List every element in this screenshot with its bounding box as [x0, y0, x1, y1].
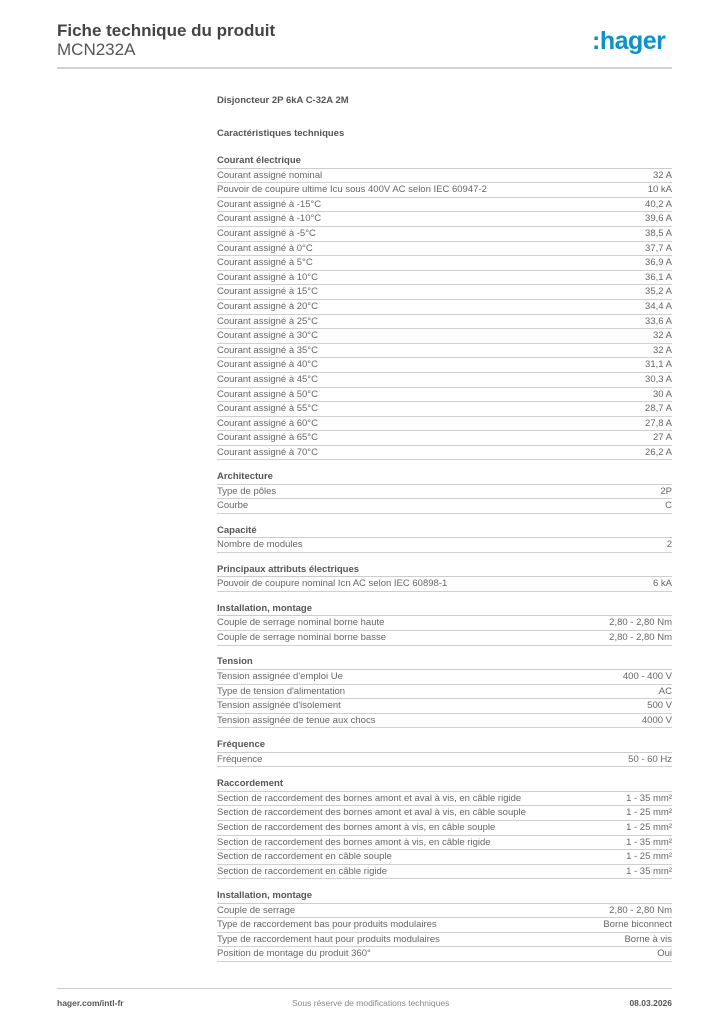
- spec-value: 2,80 - 2,80 Nm: [609, 904, 672, 916]
- spec-row: [217, 358, 672, 373]
- spec-row: [217, 685, 672, 700]
- spec-row: [217, 300, 672, 315]
- spec-label: Section de raccordement des bornes amont à vis, en câble souple: [217, 821, 496, 833]
- spec-label: Couple de serrage nominal borne haute: [217, 617, 385, 629]
- spec-value: Oui: [657, 948, 672, 960]
- spec-value: AC: [658, 685, 672, 697]
- spec-label: Courant assigné à 20°C: [217, 300, 318, 312]
- spec-row: [217, 616, 672, 631]
- spec-value: 35,2 A: [645, 286, 672, 298]
- spec-label: Section de raccordement des bornes amont et aval à vis, en câble souple: [217, 807, 526, 819]
- spec-value: 28,7 A: [645, 403, 672, 415]
- spec-row: [217, 792, 672, 807]
- spec-label: Courbe: [217, 500, 249, 512]
- spec-value: C: [665, 500, 672, 512]
- spec-label: Couple de serrage nominal borne basse: [217, 632, 386, 643]
- spec-section: [217, 655, 672, 728]
- spec-row: [217, 417, 672, 432]
- spec-row: [217, 315, 672, 330]
- spec-label: Courant assigné à -10°C: [217, 213, 322, 225]
- spec-label: Courant assigné à 15°C: [217, 286, 318, 298]
- spec-row: [217, 699, 672, 714]
- spec-section: [217, 777, 672, 879]
- spec-label: Courant assigné à 65°C: [217, 432, 318, 444]
- spec-value: Borne à vis: [624, 933, 672, 945]
- spec-value: 2,80 - 2,80 Nm: [609, 617, 672, 629]
- spec-value: Borne biconnect: [603, 919, 672, 931]
- spec-label: Section de raccordement des bornes amont à vis, en câble rigide: [217, 836, 491, 848]
- spec-section: [217, 524, 672, 553]
- section-heading: Raccordement: [217, 777, 672, 792]
- spec-value: 36,9 A: [645, 257, 672, 269]
- product-name: Disjoncteur 2P 6kA C-32A 2M: [217, 95, 349, 106]
- spec-row: [217, 865, 672, 880]
- spec-label: Couple de serrage: [217, 904, 296, 916]
- spec-value: 26,2 A: [645, 446, 672, 458]
- spec-section: [217, 470, 672, 514]
- spec-row: [217, 631, 672, 646]
- spec-value: 6 kA: [652, 578, 672, 590]
- spec-section: [217, 738, 672, 767]
- spec-row: [217, 446, 672, 461]
- section-heading: Architecture: [217, 470, 672, 485]
- spec-row: [217, 538, 672, 553]
- spec-section: [217, 154, 672, 460]
- spec-row: [217, 344, 672, 359]
- spec-label: Section de raccordement des bornes amont et aval à vis, en câble rigide: [217, 792, 522, 804]
- section-heading: Tension: [217, 655, 672, 670]
- product-reference: MCN232A: [57, 40, 136, 59]
- spec-label: Courant assigné à 5°C: [217, 257, 313, 269]
- section-heading: Fréquence: [217, 738, 672, 753]
- spec-row: [217, 850, 672, 865]
- spec-label: Courant assigné à 30°C: [217, 330, 318, 342]
- spec-row: [217, 670, 672, 685]
- spec-label: Type de raccordement bas pour produits modulaires: [217, 919, 437, 931]
- footer-date: 08.03.2026: [629, 998, 672, 1008]
- spec-value: 2P: [660, 485, 672, 497]
- spec-value: 34,4 A: [645, 300, 672, 312]
- spec-value: 27 A: [652, 432, 672, 444]
- spec-value: 400 - 400 V: [622, 670, 672, 682]
- spec-label: Courant assigné à 25°C: [217, 315, 318, 327]
- spec-value: 32 A: [652, 330, 672, 342]
- spec-row: [217, 183, 672, 198]
- spec-row: [217, 806, 672, 821]
- spec-value: 2: [666, 539, 672, 551]
- spec-section: [217, 563, 672, 592]
- spec-value: 30,3 A: [645, 373, 672, 385]
- spec-label: Courant assigné à 10°C: [217, 271, 318, 283]
- spec-row: [217, 256, 672, 271]
- spec-label: Pouvoir de coupure nominal Icn AC selon IEC 60898-1: [217, 578, 448, 590]
- spec-label: Type de pôles: [217, 485, 277, 497]
- spec-row: [217, 227, 672, 242]
- spec-label: Courant assigné à 35°C: [217, 344, 318, 356]
- footer-website[interactable]: hager.com/intl-fr: [57, 998, 124, 1008]
- spec-row: [217, 198, 672, 213]
- spec-label: Courant assigné à 50°C: [217, 388, 318, 400]
- spec-value: 1 - 25 mm²: [626, 807, 672, 819]
- spec-value: 32 A: [652, 344, 672, 356]
- spec-table: [217, 154, 672, 972]
- spec-value: 1 - 35 mm²: [626, 792, 672, 804]
- section-heading: Courant électrique: [217, 154, 672, 169]
- spec-label: Pouvoir de coupure ultime Icu sous 400V AC selon IEC 60947-2: [217, 184, 487, 196]
- spec-row: [217, 577, 672, 592]
- spec-label: Nombre de modules: [217, 539, 303, 551]
- spec-label: Courant assigné à 0°C: [217, 242, 313, 254]
- spec-value: 1 - 35 mm²: [626, 865, 672, 877]
- characteristics-title: Caractéristiques techniques: [217, 128, 345, 139]
- spec-row: [217, 212, 672, 227]
- document-title: Fiche technique du produit: [57, 21, 276, 40]
- spec-label: Courant assigné à -5°C: [217, 227, 316, 239]
- spec-label: Type de raccordement haut pour produits modulaires: [217, 933, 440, 945]
- spec-value: 32 A: [652, 169, 672, 181]
- spec-label: Courant assigné nominal: [217, 169, 323, 181]
- spec-value: 2,80 - 2,80 Nm: [609, 632, 672, 643]
- spec-row: [217, 485, 672, 500]
- spec-value: 36,1 A: [645, 271, 672, 283]
- spec-section: [217, 889, 672, 962]
- spec-row: [217, 714, 672, 729]
- spec-value: 39,6 A: [645, 213, 672, 225]
- spec-value: 37,7 A: [645, 242, 672, 254]
- spec-label: Tension assignée d'emploi Ue: [217, 670, 343, 682]
- spec-value: 50 - 60 Hz: [628, 753, 672, 765]
- spec-value: 31,1 A: [645, 359, 672, 371]
- spec-row: [217, 499, 672, 514]
- spec-row: [217, 918, 672, 933]
- spec-row: [217, 402, 672, 417]
- spec-label: Courant assigné à 40°C: [217, 359, 318, 371]
- footer-disclaimer: Sous réserve de modifications techniques: [292, 998, 450, 1008]
- spec-row: [217, 285, 672, 300]
- section-heading: Capacité: [217, 524, 672, 539]
- spec-row: [217, 836, 672, 851]
- spec-row: [217, 373, 672, 388]
- spec-value: 1 - 35 mm²: [626, 836, 672, 848]
- spec-label: Section de raccordement en câble rigide: [217, 865, 388, 877]
- spec-value: 38,5 A: [645, 227, 672, 239]
- section-heading: Principaux attributs électriques: [217, 563, 672, 578]
- spec-value: 500 V: [647, 700, 672, 712]
- spec-row: [217, 271, 672, 286]
- spec-label: Courant assigné à -15°C: [217, 198, 322, 210]
- spec-label: Courant assigné à 55°C: [217, 403, 318, 415]
- spec-label: Type de tension d'alimentation: [217, 685, 346, 697]
- spec-row: [217, 753, 672, 768]
- spec-label: Courant assigné à 45°C: [217, 373, 318, 385]
- section-heading: Installation, montage: [217, 602, 672, 617]
- spec-label: Courant assigné à 70°C: [217, 446, 318, 458]
- spec-label: Tension assignée de tenue aux chocs: [217, 714, 376, 726]
- spec-label: Fréquence: [217, 753, 263, 765]
- spec-row: [217, 329, 672, 344]
- spec-section: [217, 602, 672, 646]
- spec-value: 27,8 A: [645, 417, 672, 429]
- spec-row: [217, 904, 672, 919]
- spec-value: 4000 V: [641, 714, 672, 726]
- section-heading: Installation, montage: [217, 889, 672, 904]
- spec-row: [217, 242, 672, 257]
- header-divider: [57, 67, 672, 69]
- spec-row: [217, 169, 672, 184]
- spec-value: 30 A: [652, 388, 672, 400]
- spec-row: [217, 947, 672, 962]
- spec-row: [217, 388, 672, 403]
- spec-row: [217, 933, 672, 948]
- spec-row: [217, 431, 672, 446]
- spec-row: [217, 821, 672, 836]
- footer-divider: [57, 988, 672, 989]
- spec-value: 10 kA: [647, 184, 672, 196]
- spec-label: Courant assigné à 60°C: [217, 417, 318, 429]
- spec-label: Tension assignée d'isolement: [217, 700, 341, 712]
- spec-value: 40,2 A: [645, 198, 672, 210]
- spec-label: Position de montage du produit 360°: [217, 948, 371, 960]
- spec-value: 1 - 25 mm²: [626, 821, 672, 833]
- hager-logo: :hager: [592, 27, 666, 55]
- spec-label: Section de raccordement en câble souple: [217, 851, 392, 863]
- spec-value: 33,6 A: [645, 315, 672, 327]
- spec-value: 1 - 25 mm²: [626, 851, 672, 863]
